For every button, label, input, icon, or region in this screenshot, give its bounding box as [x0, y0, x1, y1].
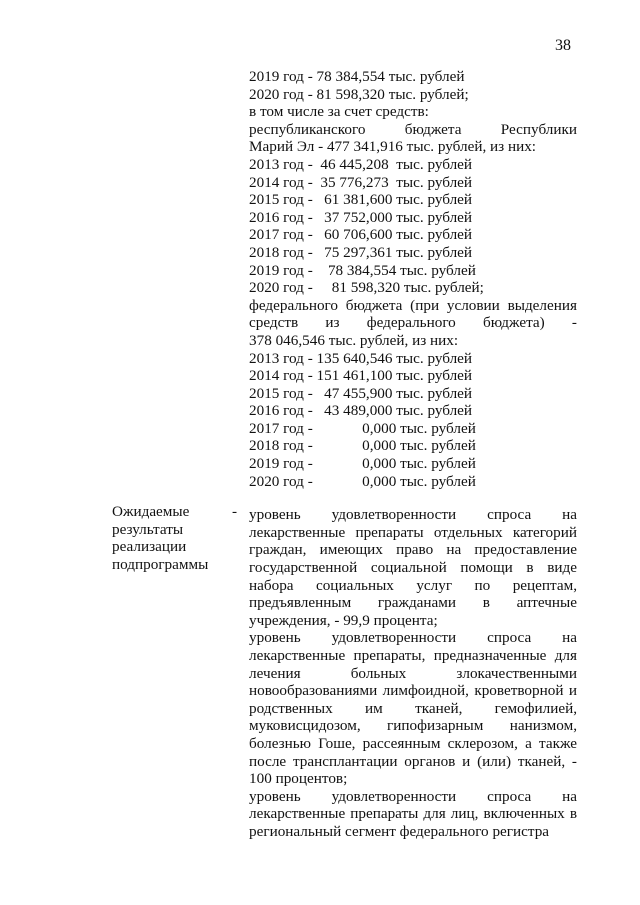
- expected-results-label-line: подпрограммы: [112, 555, 209, 573]
- republican-budget-heading: республиканского бюджета Республики: [249, 120, 577, 138]
- funding-line: 2019 год - 78 384,554 тыс. рублей: [249, 68, 465, 85]
- republican-year-line: 2015 год - 61 381,600 тыс. рублей: [249, 191, 473, 209]
- label-dash: -: [232, 503, 238, 520]
- federal-year-line: 2018 год - 0,000 тыс. рублей: [249, 437, 476, 455]
- expected-result-paragraph: уровень удовлетворенности спроса на лекарственные препараты, предназначенные для лечения больных злокачественными новообразованиями лимфоидной, кроветворной и родственных им тканей, гемофилией, муковисцидозом, гипофизарным нанизмом, болезнью Гоше, рассеянным склерозом, а также после трансплантации органов и (или) тканей, - 100 процентов;: [249, 629, 577, 788]
- republican-year-line: 2018 год - 75 297,361 тыс. рублей: [249, 243, 473, 261]
- expected-results-label-line: Ожидаемые: [112, 503, 190, 520]
- expected-result-paragraph: уровень удовлетворенности спроса на лекарственные препараты отдельных категорий граждан, имеющих право на предоставление государственной социальной помощи в виде набора социальных услуг по рецептам, предъявленным гражданами в аптечные учреждения, - 99,9 процента;: [249, 506, 577, 629]
- federal-year-line: 2017 год - 0,000 тыс. рублей: [249, 419, 476, 437]
- federal-budget-heading: федерального бюджета (при условии выделения: [249, 296, 577, 314]
- expected-results-label-line: реализации: [112, 538, 187, 556]
- federal-budget-total: 378 046,546 тыс. рублей, из них:: [249, 331, 459, 349]
- funding-line: 2020 год - 81 598,320 тыс. рублей;: [249, 85, 469, 103]
- republican-year-line: 2019 год - 78 384,554 тыс. рублей: [249, 261, 476, 279]
- expected-results-label: [112, 503, 222, 573]
- expected-result-paragraph: уровень удовлетворенности спроса на лекарственные препараты для лиц, включенных в региональный сегмент федерального регистра: [249, 787, 577, 840]
- republican-year-line: 2014 год - 35 776,273 тыс. рублей: [249, 173, 473, 191]
- republican-year-line: 2017 год - 60 706,600 тыс. рублей: [249, 226, 473, 244]
- federal-year-line: 2015 год - 47 455,900 тыс. рублей: [249, 384, 473, 402]
- expected-results-label-line: результаты: [112, 520, 184, 538]
- federal-year-line: 2016 год - 43 489,000 тыс. рублей: [249, 402, 473, 420]
- funding-content: [249, 68, 577, 841]
- page-number: 38: [555, 37, 571, 54]
- republican-year-line: 2013 год - 46 445,208 тыс. рублей: [249, 155, 473, 173]
- federal-year-line: 2014 год - 151 461,100 тыс. рублей: [249, 367, 473, 385]
- federal-budget-heading-cont: средств из федерального бюджета) -: [249, 314, 577, 332]
- federal-year-line: 2013 год - 135 640,546 тыс. рублей: [249, 349, 473, 367]
- republican-year-line: 2016 год - 37 752,000 тыс. рублей: [249, 208, 473, 226]
- federal-year-line: 2019 год - 0,000 тыс. рублей: [249, 455, 476, 473]
- republican-year-line: 2020 год - 81 598,320 тыс. рублей;: [249, 279, 484, 297]
- section-gap: [249, 490, 577, 506]
- federal-year-line: 2020 год - 0,000 тыс. рублей: [249, 472, 476, 490]
- funding-line: в том числе за счет средств:: [249, 103, 429, 121]
- republican-budget-total: Марий Эл - 477 341,916 тыс. рублей, из них:: [249, 138, 537, 156]
